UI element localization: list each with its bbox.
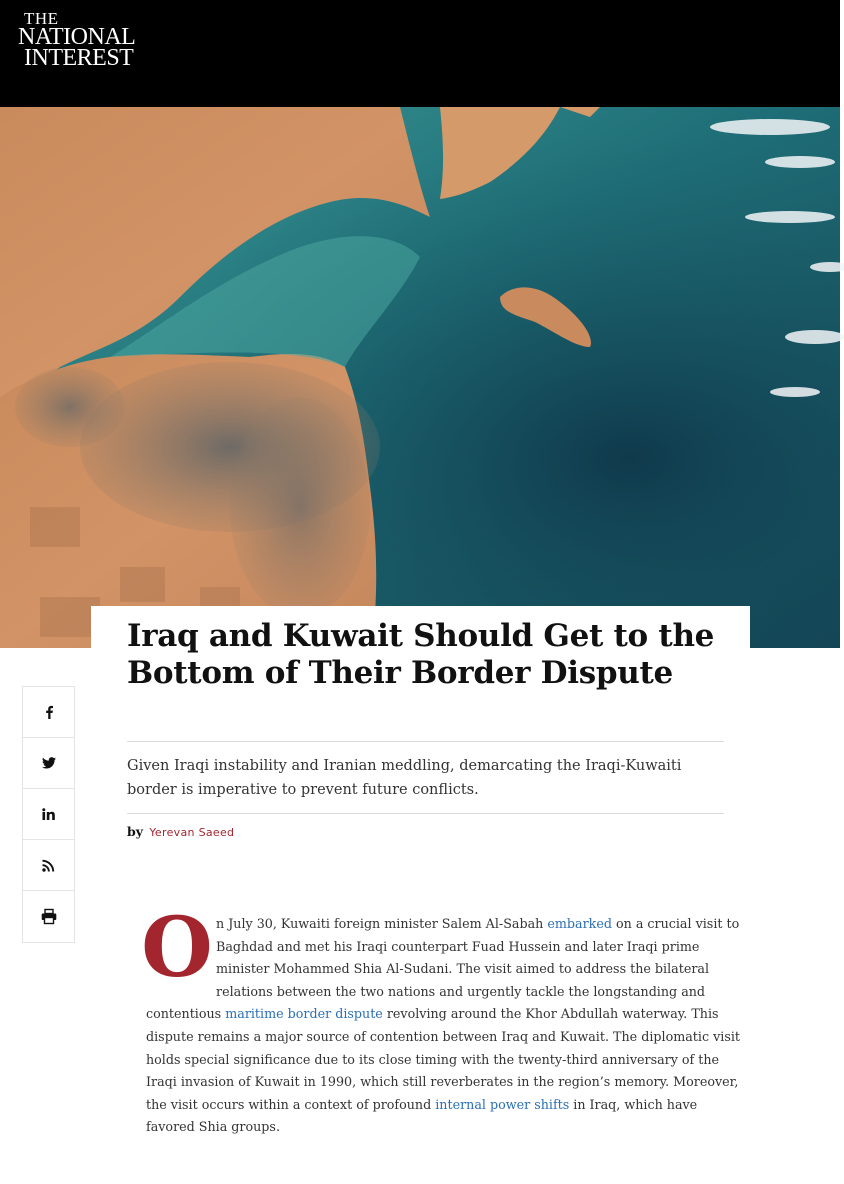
dropcap bbox=[141, 900, 213, 996]
article-body bbox=[141, 900, 742, 1139]
site-logo[interactable] bbox=[18, 10, 134, 70]
logo-line-interest: INTEREST bbox=[24, 45, 134, 71]
byline-prefix: by bbox=[127, 824, 144, 839]
article-title: Iraq and Kuwait Should Get to the Bottom of Their Border Dispute bbox=[127, 618, 715, 691]
facebook-icon bbox=[44, 705, 54, 719]
byline bbox=[127, 824, 234, 839]
linkedin-icon bbox=[42, 808, 55, 820]
logo-line-national: NATIONAL bbox=[18, 24, 136, 50]
link-internal-power-shifts[interactable]: internal power shifts bbox=[435, 1096, 570, 1112]
divider-bottom bbox=[127, 813, 724, 814]
title-card bbox=[91, 606, 750, 746]
paragraph-text-3: revolving around the Khor Abdullah waterway. This dispute remains a major source of contention between Iraq and Kuwait. The diplomatic visit holds special significance due to its close timing with the twenty-third anniversary of the Iraqi invasion of Kuwait in 1990, which still reverberates in the region’s memory. Moreover, the visit occurs within a context of profound bbox=[146, 1006, 740, 1112]
author-link[interactable]: Yerevan Saeed bbox=[149, 826, 235, 839]
divider-top bbox=[127, 741, 724, 742]
share-linkedin-button[interactable] bbox=[23, 789, 74, 840]
print-icon bbox=[41, 909, 57, 924]
share-twitter-button[interactable] bbox=[23, 738, 74, 789]
paragraph-text-1: n July 30, Kuwaiti foreign minister Salem Al-Sabah bbox=[216, 916, 548, 931]
share-facebook-button[interactable] bbox=[23, 687, 74, 738]
dropcap-letter: O bbox=[141, 900, 213, 996]
link-embarked[interactable]: embarked bbox=[547, 916, 612, 931]
rss-icon bbox=[42, 859, 55, 872]
site-header bbox=[0, 0, 840, 107]
article-dek: Given Iraqi instability and Iranian meddling, demarcating the Iraqi-Kuwaiti border is imperative to prevent future conflicts. bbox=[127, 758, 682, 798]
paragraph-text-4: in Iraq, which have favored Shia groups. bbox=[146, 1096, 698, 1135]
hero-satellite-image bbox=[0, 107, 840, 648]
twitter-icon bbox=[42, 757, 56, 769]
paragraph-text-2: on a crucial visit to Baghdad and met his Iraqi counterpart Fuad Hussein and later Iraqi prime minister Mohammed Shia Al-Sudani. The visit aimed to address the bilateral relations between the two nations and urgently tackle the longstanding and contentious bbox=[146, 916, 740, 1022]
print-button[interactable] bbox=[23, 891, 74, 942]
logo-line-the: THE bbox=[24, 9, 59, 28]
social-share-rail bbox=[22, 686, 75, 943]
rss-feed-button[interactable] bbox=[23, 840, 74, 891]
link-maritime-border-dispute[interactable]: maritime border dispute bbox=[225, 1006, 383, 1022]
